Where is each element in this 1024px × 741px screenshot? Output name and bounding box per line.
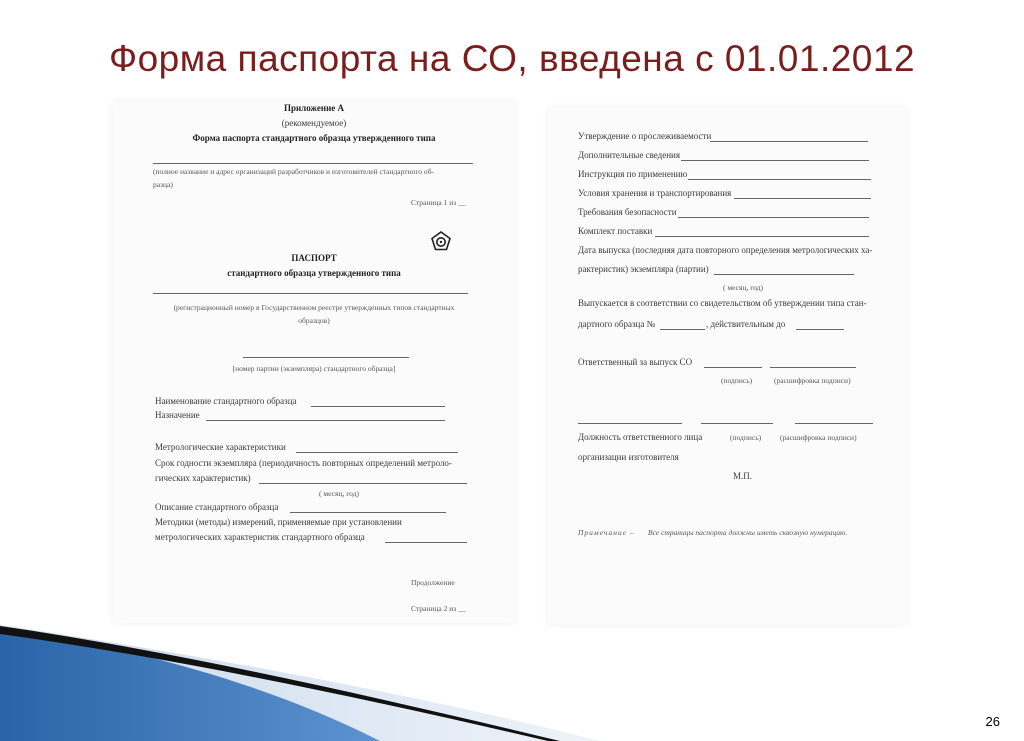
traceability-label: Утверждение о прослеживаемости [578, 131, 712, 141]
org-line [153, 163, 473, 164]
metrological-line [296, 452, 458, 453]
org-caption-line-1: (полное название и адрес организаций разработчиков и изготовителей стандартного об- [153, 167, 434, 176]
kit-label: Комплект поставки [578, 226, 653, 236]
position-label-1: Должность ответственного лица [578, 432, 703, 442]
signature-caption-2: (подпись) [730, 433, 762, 442]
passport-subheading: стандартного образца утвержденного типа [227, 268, 401, 278]
description-label: Описание стандартного образца [155, 502, 279, 512]
appendix-label: Приложение А [283, 103, 345, 113]
release-date-label-1: Дата выпуска (последняя дата повторного определения метрологических ха- [578, 245, 873, 255]
methods-label-2: метрологических характеристик стандартного образца [155, 532, 365, 542]
position-signature-line [701, 423, 773, 424]
recommended-label: (рекомендуемое) [281, 118, 347, 128]
page-number-1: Страница 1 из __ [411, 198, 466, 207]
position-decoding-line [795, 423, 873, 424]
batch-caption: [номер партии (экземпляра) стандартного образца] [232, 364, 396, 373]
safety-line [678, 217, 869, 218]
page-number-2: Страница 2 из __ [411, 604, 466, 613]
storage-line [734, 198, 871, 199]
instructions-line [688, 179, 871, 180]
shelf-life-line [259, 483, 467, 484]
purpose-line [206, 420, 445, 421]
org-caption-line-2: разца) [153, 180, 173, 189]
description-line [290, 512, 446, 513]
instructions-label: Инструкция по применению [578, 169, 688, 179]
responsible-decoding-line [770, 367, 856, 368]
purpose-label: Назначение [155, 410, 200, 420]
name-line [311, 406, 445, 407]
release-date-label-2: рактеристик) экземпляра (партии) [578, 264, 709, 274]
note-label: Примечание – [578, 528, 635, 537]
certificate-number-line [660, 329, 705, 330]
release-date-line [714, 274, 854, 275]
storage-label: Условия хранения и транспортирования [578, 188, 732, 198]
passport-form-page-2 [548, 108, 906, 625]
responsible-signature-line [704, 367, 762, 368]
name-label: Наименование стандартного образца [155, 396, 297, 406]
additional-info-label: Дополнительные сведения [578, 150, 681, 160]
methods-label-1: Методики (методы) измерений, применяемые при установлении [155, 517, 402, 527]
batch-line [243, 357, 409, 358]
issued-label-2b: , действительным до [706, 319, 786, 329]
slide-title: Форма паспорта на СО, введена с 01.01.2012 [108, 38, 916, 79]
position-line [578, 423, 682, 424]
reg-caption-line-1: (регистрационный номер в Государственном реестре утвержденных типов стандартных [173, 303, 455, 312]
issued-label-2a: дартного образца № [578, 319, 656, 329]
kit-line [655, 236, 869, 237]
shelf-life-label-2: гических характеристик) [155, 473, 251, 483]
note-text: Все страницы паспорта должны иметь сквозную нумерацию. [648, 528, 848, 537]
month-year-caption-right: ( месяц, год) [723, 283, 763, 292]
metrological-label: Метрологические характеристики [155, 442, 286, 452]
continued-label: Продолжение [411, 578, 455, 587]
traceability-line [710, 141, 868, 142]
shelf-life-label-1: Срок годности экземпляра (периодичность повторных определений метроло- [155, 458, 452, 468]
stamp-place-label: М.П. [733, 471, 753, 481]
reg-caption-line-2: образцов) [298, 316, 330, 325]
decorative-swoosh [0, 600, 1024, 741]
safety-label: Требования безопасности [578, 207, 677, 217]
methods-line [385, 542, 467, 543]
gost-pentagon-seal-icon [431, 231, 451, 251]
valid-until-line [796, 329, 844, 330]
slide-number: 26 [985, 714, 1000, 729]
month-year-caption-left: ( месяц, год) [319, 489, 359, 498]
form-title: Форма паспорта стандартного образца утвержденного типа [192, 133, 436, 143]
reg-number-line [153, 293, 468, 294]
responsible-label: Ответственный за выпуск СО [578, 357, 693, 367]
passport-form-page-1 [113, 101, 515, 623]
passport-heading: ПАСПОРТ [291, 253, 337, 263]
decoding-caption-2: (расшифровка подписи) [780, 433, 857, 442]
additional-info-line [681, 160, 869, 161]
signature-caption-1: (подпись) [721, 376, 753, 385]
position-label-2: организации изготовителя [578, 452, 679, 462]
issued-label-1: Выпускается в соответствии со свидетельством об утверждении типа стан- [578, 298, 867, 308]
decoding-caption-1: (расшифровка подписи) [774, 376, 851, 385]
